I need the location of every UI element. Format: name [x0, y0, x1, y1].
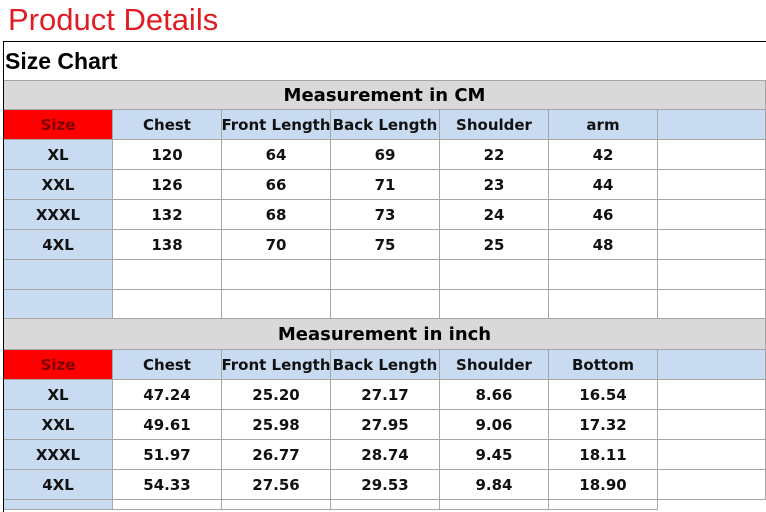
cm-cell — [331, 260, 440, 290]
cm-cell — [549, 260, 658, 290]
inch-cell: 27.95 — [331, 410, 440, 440]
inch-header-chest: Chest — [113, 350, 222, 380]
cm-spacer-cell — [658, 140, 766, 170]
cm-cell: 120 — [113, 140, 222, 170]
cm-spacer-cell — [658, 260, 766, 290]
cm-cell — [222, 290, 331, 320]
cm-cell: 25 — [440, 230, 549, 260]
inch-cell: XL — [4, 380, 113, 410]
cm-spacer-cell — [658, 230, 766, 260]
cm-cell: 66 — [222, 170, 331, 200]
cm-cell: 138 — [113, 230, 222, 260]
inch-cell-partial — [331, 500, 440, 510]
cm-cell: 64 — [222, 140, 331, 170]
inch-cell: 54.33 — [113, 470, 222, 500]
inch-cell: XXL — [4, 410, 113, 440]
cm-cell — [549, 290, 658, 320]
cm-cell: 75 — [331, 230, 440, 260]
inch-cell: 4XL — [4, 470, 113, 500]
cm-cell — [222, 260, 331, 290]
cm-header-back-length: Back Length — [331, 110, 440, 140]
inch-spacer-cell — [658, 440, 766, 470]
cm-cell: 23 — [440, 170, 549, 200]
inch-cell: 25.20 — [222, 380, 331, 410]
inch-cell: 17.32 — [549, 410, 658, 440]
inch-header-front-length: Front Length — [222, 350, 331, 380]
inch-spacer-cell — [658, 410, 766, 440]
cm-cell: 22 — [440, 140, 549, 170]
inch-cell: 27.17 — [331, 380, 440, 410]
cm-header-spacer — [658, 110, 766, 140]
inch-spacer-cell — [658, 470, 766, 500]
cm-cell — [440, 290, 549, 320]
cm-cell: XL — [4, 140, 113, 170]
cm-header-front-length: Front Length — [222, 110, 331, 140]
cm-header-size: Size — [4, 110, 113, 140]
cm-header-chest: Chest — [113, 110, 222, 140]
inch-cell: 26.77 — [222, 440, 331, 470]
cm-cell — [440, 260, 549, 290]
cm-cell — [113, 290, 222, 320]
cm-cell: 70 — [222, 230, 331, 260]
inch-header-spacer — [658, 350, 766, 380]
inch-cell: 51.97 — [113, 440, 222, 470]
inch-cell: 18.11 — [549, 440, 658, 470]
cm-cell: 68 — [222, 200, 331, 230]
inch-spacer-cell — [658, 380, 766, 410]
cm-cell: 24 — [440, 200, 549, 230]
inch-header-bottom: Bottom — [549, 350, 658, 380]
cm-cell: 71 — [331, 170, 440, 200]
inch-cell-partial — [549, 500, 658, 510]
inch-cell: 9.06 — [440, 410, 549, 440]
cm-header-shoulder: Shoulder — [440, 110, 549, 140]
cm-cell: 73 — [331, 200, 440, 230]
cm-cell: 132 — [113, 200, 222, 230]
inch-cell: 29.53 — [331, 470, 440, 500]
inch-cell: 49.61 — [113, 410, 222, 440]
cm-cell: 42 — [549, 140, 658, 170]
inch-header-back-length: Back Length — [331, 350, 440, 380]
cm-cell: 48 — [549, 230, 658, 260]
size-chart-title: Size Chart — [5, 48, 118, 74]
cm-cell — [113, 260, 222, 290]
cm-spacer-cell — [658, 290, 766, 320]
cm-cell: 126 — [113, 170, 222, 200]
cm-spacer-cell — [658, 200, 766, 230]
inch-cell: 47.24 — [113, 380, 222, 410]
cm-cell: 69 — [331, 140, 440, 170]
cm-cell: 4XL — [4, 230, 113, 260]
cm-cell: XXXL — [4, 200, 113, 230]
inch-cell: 8.66 — [440, 380, 549, 410]
inch-header-size: Size — [4, 350, 113, 380]
cm-cell: 44 — [549, 170, 658, 200]
inch-cell-partial — [440, 500, 549, 510]
inch-cell-partial — [113, 500, 222, 510]
inch-cell: 25.98 — [222, 410, 331, 440]
inch-cell: 28.74 — [331, 440, 440, 470]
cm-cell — [4, 290, 113, 320]
inch-cell: 18.90 — [549, 470, 658, 500]
cm-section-heading: Measurement in CM — [4, 80, 766, 110]
cm-cell — [331, 290, 440, 320]
inch-cell: 16.54 — [549, 380, 658, 410]
inch-cell-partial — [4, 500, 113, 510]
inch-cell: 9.45 — [440, 440, 549, 470]
cm-cell: 46 — [549, 200, 658, 230]
inch-cell-partial — [222, 500, 331, 510]
inch-section-heading: Measurement in inch — [4, 318, 766, 350]
cm-header-arm: arm — [549, 110, 658, 140]
inch-cell: 9.84 — [440, 470, 549, 500]
page-title: Product Details — [8, 2, 219, 37]
cm-cell — [4, 260, 113, 290]
inch-cell: XXXL — [4, 440, 113, 470]
inch-cell: 27.56 — [222, 470, 331, 500]
cm-cell: XXL — [4, 170, 113, 200]
cm-spacer-cell — [658, 170, 766, 200]
inch-header-shoulder: Shoulder — [440, 350, 549, 380]
